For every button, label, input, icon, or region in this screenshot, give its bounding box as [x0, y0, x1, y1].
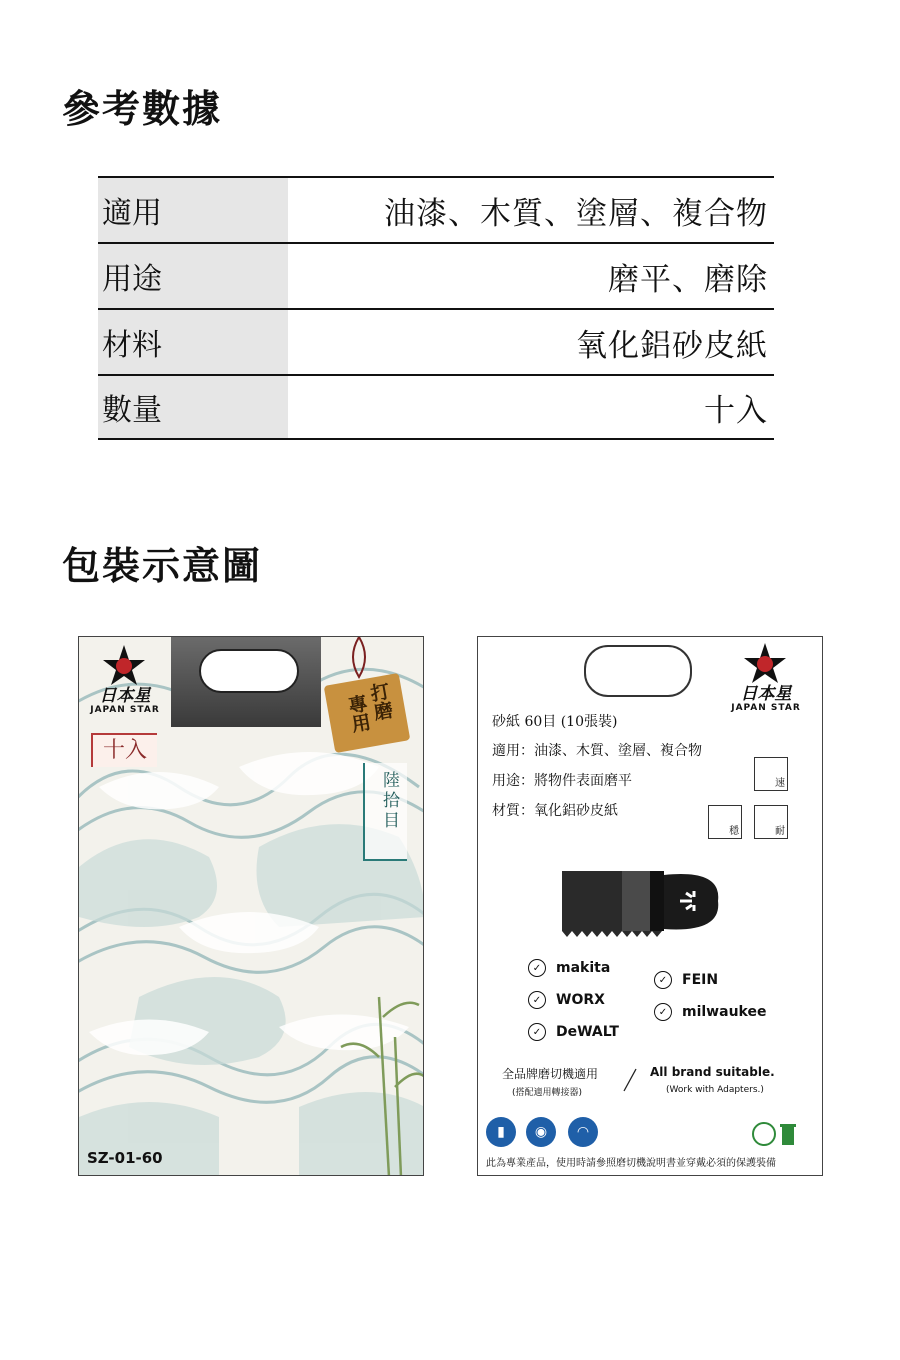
- brand-name: FEIN: [682, 972, 719, 988]
- tag-line2: 專用: [343, 692, 373, 735]
- model-number: SZ-01-60: [87, 1149, 163, 1167]
- eye-protection-icon: ◉: [526, 1117, 556, 1147]
- check-icon: ✓: [528, 991, 546, 1009]
- safety-disclaimer: 此為專業產品，使用時請參照磨切機說明書並穿戴必須的保護裝備: [486, 1158, 776, 1169]
- brand-name: milwaukee: [682, 1004, 767, 1020]
- brand-name: DeWALT: [556, 1024, 619, 1040]
- hang-hole: [199, 649, 299, 693]
- logo-cn: 日本星: [740, 684, 792, 704]
- brand-makita: [528, 959, 610, 977]
- spec-value: 磨平、磨除: [608, 261, 768, 298]
- grit-label: 陸拾目: [379, 771, 399, 831]
- package-back: [477, 636, 823, 1176]
- speed-icon: [754, 757, 788, 791]
- package-title: 包裝示意圖: [62, 544, 263, 588]
- apply-text: 適用：油漆、木質、塗層、複合物: [492, 743, 702, 759]
- speed-label: 速: [775, 778, 785, 789]
- spec-value: 氧化鋁砂皮紙: [576, 327, 768, 364]
- tag-line1: 打磨: [366, 680, 395, 723]
- all-brand-cn-sub: (搭配適用轉接器): [512, 1088, 583, 1098]
- brand-fein: [654, 971, 718, 989]
- spec-value: 十入: [704, 392, 768, 429]
- stable-label: 穩: [729, 826, 739, 837]
- ear-protection-icon: ◠: [568, 1117, 598, 1147]
- wood-tag: [324, 673, 411, 753]
- product-name: 砂紙 60目 (10張裝): [492, 714, 618, 730]
- divider-slash: [622, 1067, 638, 1093]
- brand-dewalt: [528, 1023, 619, 1041]
- spec-row: [98, 176, 774, 242]
- saw-blade-illustration: [562, 871, 722, 939]
- all-brand-cn: 全品牌磨切機適用: [502, 1067, 599, 1081]
- brand-name: makita: [556, 960, 611, 976]
- star-logo-icon: [742, 641, 788, 685]
- recycle-icon: [750, 1119, 798, 1149]
- material-text: 材質：氧化鋁砂皮紙: [492, 803, 618, 819]
- brand-milwaukee: [654, 1003, 766, 1021]
- all-brand-en: All brand suitable.: [650, 1065, 775, 1079]
- durable-label: 耐: [775, 826, 785, 837]
- specs-title: 參考數據: [62, 87, 223, 131]
- star-logo-icon: [101, 643, 147, 687]
- hang-tab: [171, 636, 321, 727]
- quantity-label: 十入: [91, 733, 157, 767]
- check-icon: ✓: [654, 1003, 672, 1021]
- check-icon: ✓: [528, 1023, 546, 1041]
- use-text: 用途：將物件表面磨平: [492, 773, 632, 789]
- brand-logo: [89, 687, 161, 715]
- grit-label-frame: [363, 763, 407, 861]
- check-icon: ✓: [528, 959, 546, 977]
- brand-name: WORX: [556, 992, 605, 1008]
- spec-table: [98, 176, 774, 440]
- brand-logo: [730, 685, 802, 713]
- all-brand-en-sub: (Work with Adapters.): [666, 1085, 764, 1095]
- logo-cn: 日本星: [99, 686, 151, 706]
- spec-value: 油漆、木質、塗層、複合物: [384, 195, 768, 232]
- stable-icon: [708, 805, 742, 839]
- spec-row: [98, 242, 774, 308]
- brand-worx: [528, 991, 605, 1009]
- hang-hole: [584, 645, 692, 697]
- durable-icon: [754, 805, 788, 839]
- logo-en: JAPAN STAR: [90, 705, 160, 715]
- check-icon: ✓: [654, 971, 672, 989]
- spec-row: [98, 374, 774, 440]
- spec-label: 用途: [98, 244, 288, 308]
- read-manual-icon: ▮: [486, 1117, 516, 1147]
- package-front: [78, 636, 424, 1176]
- spec-row: [98, 308, 774, 374]
- spec-label: 適用: [98, 178, 288, 242]
- spec-label: 材料: [98, 310, 288, 374]
- spec-label: 數量: [98, 376, 288, 438]
- logo-en: JAPAN STAR: [731, 703, 801, 713]
